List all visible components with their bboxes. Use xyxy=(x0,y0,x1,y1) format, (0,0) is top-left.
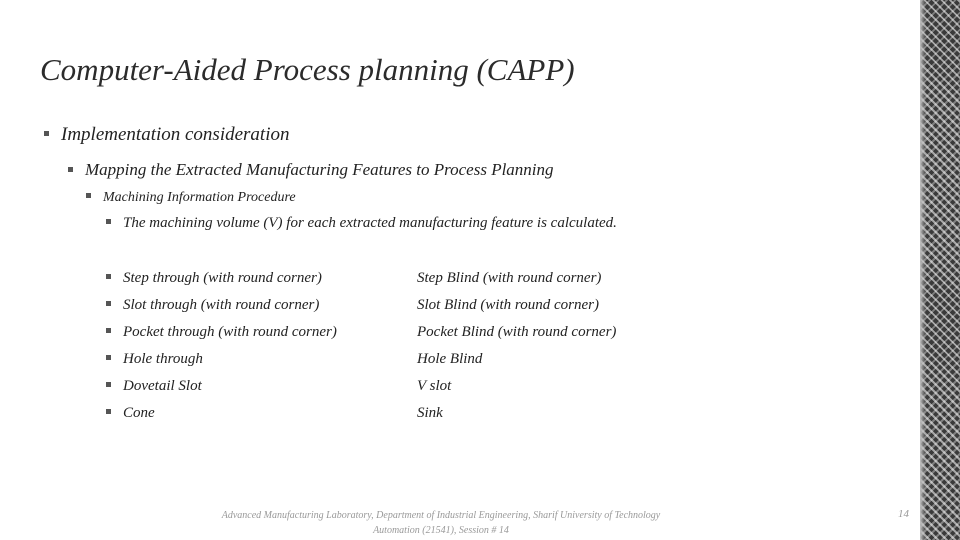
bullet-text: Implementation consideration xyxy=(61,124,290,145)
footer-line: Automation (21541), Session # 14 xyxy=(373,525,509,536)
feature-blind: Step Blind (with round corner) xyxy=(417,270,602,286)
decorative-side-strip xyxy=(920,0,960,540)
square-bullet-icon xyxy=(106,355,111,360)
feature-through: Step through (with round corner) xyxy=(123,270,322,286)
bullet-level2 xyxy=(68,160,554,180)
bullet-text: Mapping the Extracted Manufacturing Features to Process Planning xyxy=(85,160,554,179)
feature-row xyxy=(106,297,599,314)
square-bullet-icon xyxy=(68,167,73,172)
feature-row xyxy=(106,324,616,341)
feature-through: Dovetail Slot xyxy=(123,378,202,394)
bullet-text: Machining Information Procedure xyxy=(103,190,296,205)
slide-footer xyxy=(196,508,686,538)
feature-through: Cone xyxy=(123,405,155,421)
square-bullet-icon xyxy=(106,409,111,414)
feature-through: Slot through (with round corner) xyxy=(123,297,320,313)
feature-blind: Sink xyxy=(417,405,443,421)
feature-row xyxy=(106,270,601,287)
feature-through: Hole through xyxy=(123,351,203,367)
square-bullet-icon xyxy=(44,131,49,136)
bullet-text: The machining volume (V) for each extracted manufacturing feature is calculated. xyxy=(123,215,617,231)
square-bullet-icon xyxy=(86,193,91,198)
slide-title: Computer-Aided Process planning (CAPP) xyxy=(40,52,575,87)
feature-row xyxy=(106,378,451,395)
feature-blind: Hole Blind xyxy=(417,351,483,367)
page-number: 14 xyxy=(898,508,909,520)
square-bullet-icon xyxy=(106,301,111,306)
feature-through: Pocket through (with round corner) xyxy=(123,324,337,340)
feature-row xyxy=(106,351,482,368)
bullet-level1 xyxy=(44,124,290,146)
feature-row xyxy=(106,405,443,422)
bullet-level3 xyxy=(86,190,296,206)
feature-blind: Pocket Blind (with round corner) xyxy=(417,324,617,340)
feature-blind: Slot Blind (with round corner) xyxy=(417,297,599,313)
feature-blind: V slot xyxy=(417,378,452,394)
bullet-level4 xyxy=(106,215,617,232)
square-bullet-icon xyxy=(106,274,111,279)
square-bullet-icon xyxy=(106,219,111,224)
square-bullet-icon xyxy=(106,328,111,333)
footer-line: Advanced Manufacturing Laboratory, Department of Industrial Engineering, Sharif University of Technology xyxy=(221,510,661,521)
square-bullet-icon xyxy=(106,382,111,387)
